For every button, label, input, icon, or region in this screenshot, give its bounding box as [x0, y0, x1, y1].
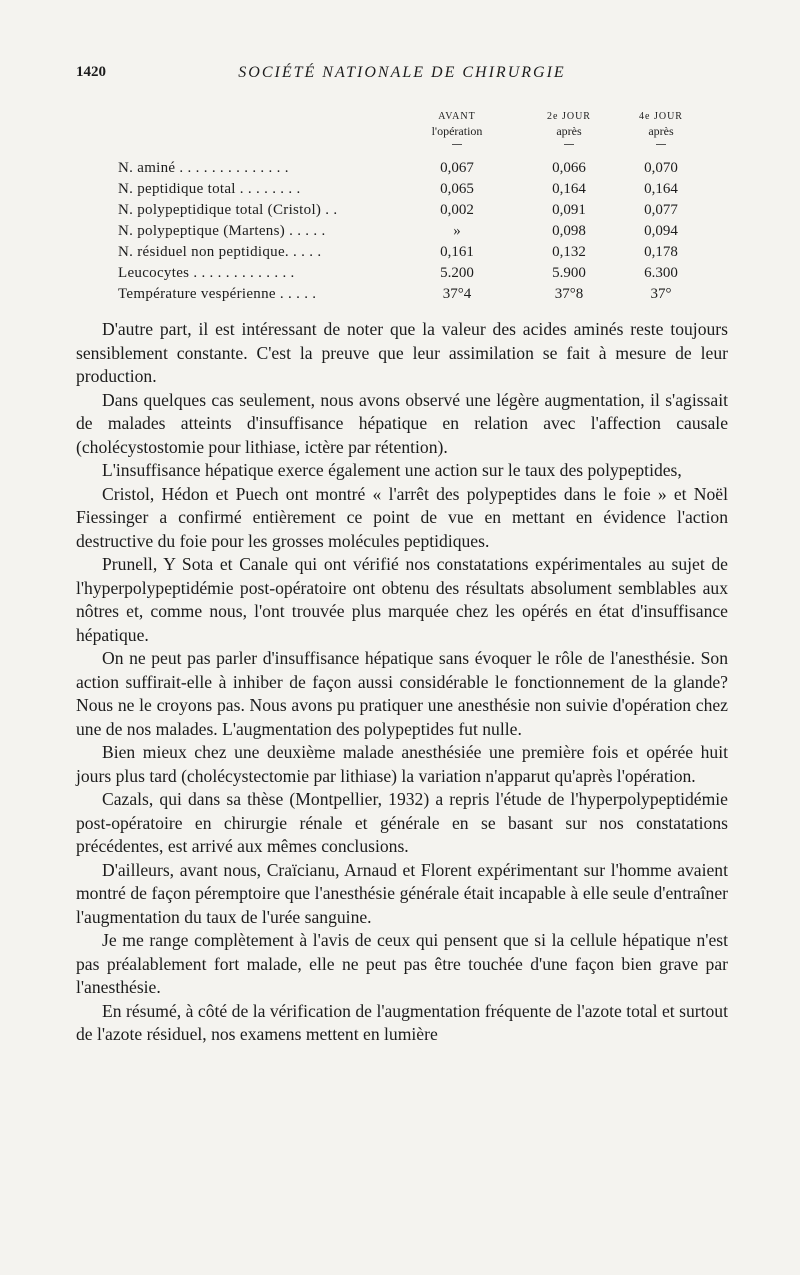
- paragraph: Bien mieux chez une deuxième malade anesthésiée une première fois et opérée huit jours plus tard (cholécystectomie par lithiase) la variation n'apparut qu'après l'opération.: [76, 742, 728, 786]
- paragraph: En résumé, à côté de la vérification de l'augmentation fréquente de l'azote total et surtout de l'azote résiduel, nos examens mettent en lumière: [76, 1000, 728, 1044]
- page-number: 1420: [76, 64, 106, 80]
- column-header-day4: 4e JOUR après: [606, 108, 716, 145]
- table-row: Température vespérienne . . . . . 37°4 37°8 37°: [118, 286, 672, 302]
- table-row: Leucocytes . . . . . . . . . . . . . 5.200 5.900 6.300: [118, 265, 678, 281]
- column-header-day2: 2e JOUR après: [514, 108, 624, 145]
- table-row: N. polypeptidique total (Cristol) . . 0,002 0,091 0,077: [118, 202, 678, 218]
- paragraph: On ne peut pas parler d'insuffisance hépatique sans évoquer le rôle de l'anesthésie. Son action suffirait-elle à inhiber de façon aussi considérable le fonctionnement de la glande? Nous ne le croyons pas. Nous avons pu pratiquer une anesthésie non suivie d'opération chez une de nos malades. L'augmentation des polypeptides fut nulle.: [76, 648, 728, 739]
- results-table: [118, 108, 718, 307]
- paragraph: Dans quelques cas seulement, nous avons observé une légère augmentation, il s'agissait de malades atteints d'insuffisance hépatique en relation avec l'affection causale (cholécystostomie pour lithiase, ictère par rétention).: [76, 389, 728, 457]
- table-row: N. résiduel non peptidique. . . . . 0,161 0,132 0,178: [118, 244, 678, 260]
- column-header-before: AVANT l'opération: [402, 108, 512, 145]
- paragraph: D'ailleurs, avant nous, Craïcianu, Arnaud et Florent expérimentant sur l'homme avaient montré de façon péremptoire que l'anesthésie générale était incapable à elle seule d'entraîner l'augmentation du taux de l'urée sanguine.: [76, 859, 728, 927]
- table-header: [118, 108, 718, 160]
- paragraph: Je me range complètement à l'avis de ceux qui pensent que si la cellule hépatique n'est pas préalablement fort malade, elle ne peut pas être touchée d'une façon bien grave par l'anesthésie.: [76, 930, 728, 997]
- paragraph: L'insuffisance hépatique exerce également une action sur le taux des polypeptides,: [102, 460, 682, 480]
- table-row: N. polypeptique (Martens) . . . . . » 0,098 0,094: [118, 223, 678, 239]
- body-text: [76, 318, 728, 1047]
- paragraph: D'autre part, il est intéressant de noter que la valeur des acides aminés reste toujours sensiblement constante. C'est la preuve que leur assimilation se fait à mesure de leur production.: [76, 319, 728, 386]
- paragraph: Prunell, Y Sota et Canale qui ont vérifié nos constatations expérimentales au sujet de l'hyperpolypeptidémie post-opératoire ont obtenu des résultats absolument semblables aux nôtres et, comme nous, l'ont trouvée plus marquée chez les opérés en état d'insuffisance hépatique.: [76, 554, 728, 645]
- table-row: N. peptidique total . . . . . . . . 0,065 0,164 0,164: [118, 181, 678, 197]
- page-header: [76, 64, 728, 86]
- running-title: SOCIÉTÉ NATIONALE DE CHIRURGIE: [238, 64, 566, 81]
- paragraph: Cristol, Hédon et Puech ont montré « l'arrêt des polypeptides dans le foie » et Noël Fiessinger a confirmé entièrement ce point de vue en mettant en évidence l'action destructive du foie pour les grosses molécules peptidiques.: [76, 483, 728, 551]
- paragraph: Cazals, qui dans sa thèse (Montpellier, 1932) a repris l'étude de l'hyperpolypeptidémie post-opératoire en chirurgie rénale et générale en se basant sur nos constatations précédentes, est arrivé aux mêmes conclusions.: [76, 789, 728, 856]
- table-row: N. aminé . . . . . . . . . . . . . . 0,067 0,066 0,070: [118, 160, 678, 176]
